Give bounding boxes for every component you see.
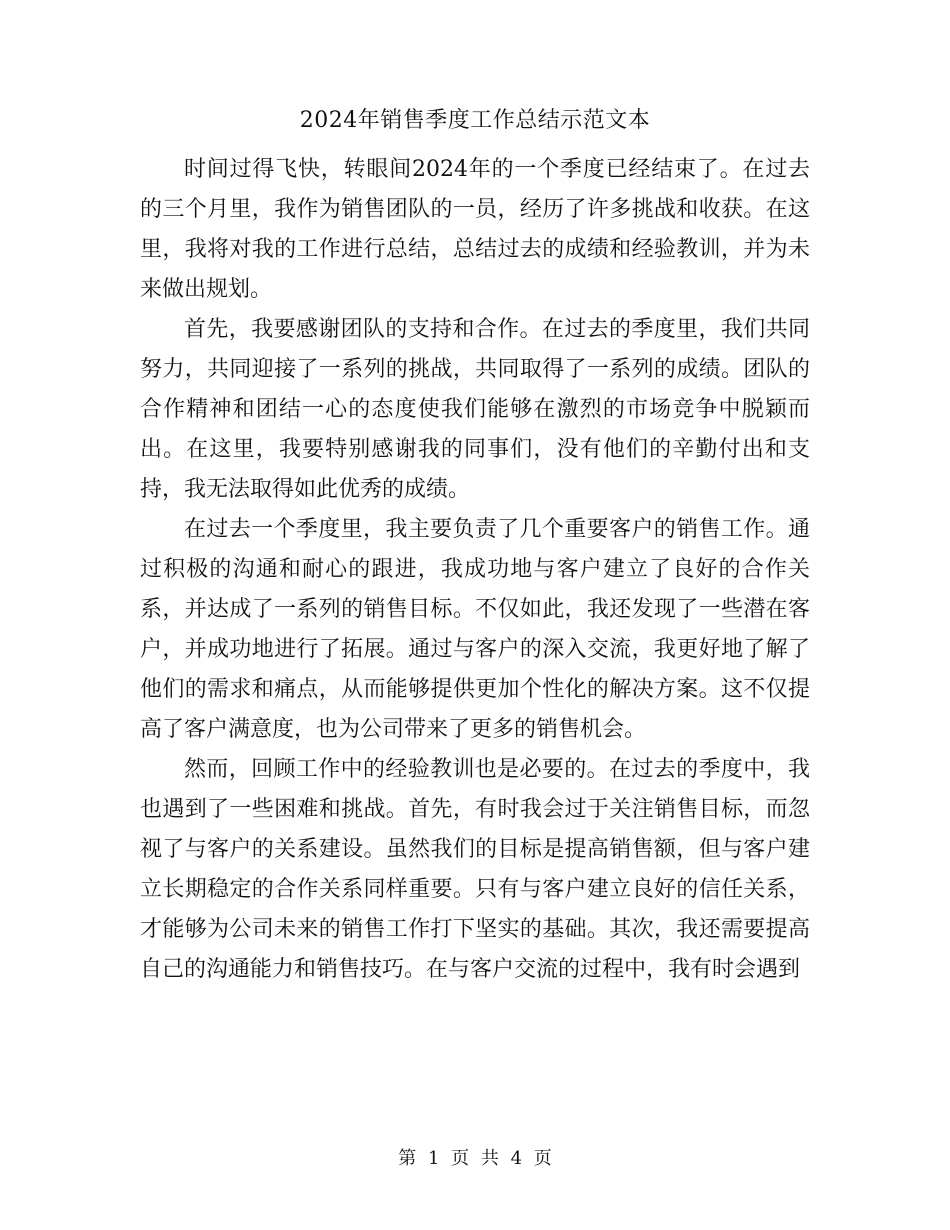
paragraph-1: 时间过得飞快，转眼间2024年的一个季度已经结束了。在过去的三个月里，我作为销售团队的一员，经历了许多挑战和收获。在这里，我将对我的工作进行总结，总结过去的成绩和经验教训，并为未来做出规划。	[140, 157, 810, 302]
document-title: 2024年销售季度工作总结示范文本	[299, 108, 651, 133]
paragraph-4: 然而，回顾工作中的经验教训也是必要的。在过去的季度中，我也遇到了一些困难和挑战。首先，有时我会过于关注销售目标，而忽视了与客户的关系建设。虽然我们的目标是提高销售额，但与客户建立长期稳定的合作关系同样重要。只有与客户建立良好的信任关系，才能够为公司未来的销售工作打下坚实的基础。其次，我还需要提高自己的沟通能力和销售技巧。在与客户交流的过程中，我有时会遇到	[140, 757, 810, 982]
paragraph-2: 首先，我要感谢团队的支持和合作。在过去的季度里，我们共同努力，共同迎接了一系列的挑战，共同取得了一系列的成绩。团队的合作精神和团结一心的态度使我们能够在激烈的市场竞争中脱颖而出。在这里，我要特别感谢我的同事们，没有他们的辛勤付出和支持，我无法取得如此优秀的成绩。	[140, 317, 810, 502]
document-body	[140, 150, 810, 990]
page-number-footer: 第 1 页 共 4 页	[398, 1148, 552, 1169]
paragraph-3: 在过去一个季度里，我主要负责了几个重要客户的销售工作。通过积极的沟通和耐心的跟进，我成功地与客户建立了良好的合作关系，并达成了一系列的销售目标。不仅如此，我还发现了一些潜在客户，并成功地进行了拓展。通过与客户的深入交流，我更好地了解了他们的需求和痛点，从而能够提供更加个性化的解决方案。这不仅提高了客户满意度，也为公司带来了更多的销售机会。	[140, 517, 810, 742]
